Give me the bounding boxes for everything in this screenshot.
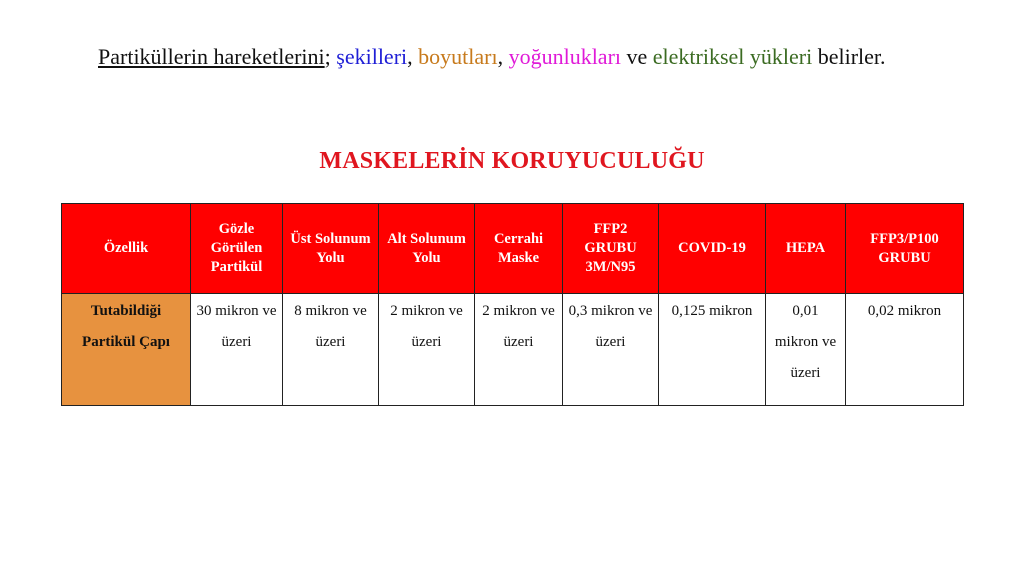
value-cell: 0,3 mikron ve üzeri: [563, 294, 659, 406]
value-cell: 30 mikron ve üzeri: [191, 294, 283, 406]
value-cell: 0,02 mikron: [846, 294, 964, 406]
value-cell: 0,125 mikron: [659, 294, 766, 406]
intro-separator: ve: [621, 44, 653, 69]
table-header-row: [62, 204, 964, 294]
header-cell: HEPA: [766, 204, 846, 294]
intro-text-density: yoğunlukları: [508, 44, 622, 69]
row-label-cell: Tutabildiği Partikül Çapı: [62, 294, 191, 406]
header-cell: COVID-19: [659, 204, 766, 294]
header-cell: Alt Solunum Yolu: [379, 204, 475, 294]
intro-text-ending: belirler.: [812, 44, 886, 69]
header-cell: Üst Solunum Yolu: [283, 204, 379, 294]
value-cell: 0,01 mikron ve üzeri: [766, 294, 846, 406]
header-cell: Özellik: [62, 204, 191, 294]
table-row: [62, 294, 964, 406]
intro-text-size: boyutları: [418, 44, 498, 69]
header-cell: Cerrahi Maske: [475, 204, 563, 294]
header-cell: FFP3/P100 GRUBU: [846, 204, 964, 294]
intro-separator: ,: [407, 44, 419, 69]
value-cell: 2 mikron ve üzeri: [379, 294, 475, 406]
table-title: MASKELERİN KORUYUCULUĞU: [319, 148, 705, 174]
value-cell: 8 mikron ve üzeri: [283, 294, 379, 406]
intro-paragraph: [98, 34, 958, 80]
header-cell: Gözle Görülen Partikül: [191, 204, 283, 294]
intro-text-charge: elektriksel yükleri: [652, 44, 813, 69]
mask-comparison-table: [61, 203, 964, 406]
intro-text-underlined: Partiküllerin hareketlerini: [98, 44, 325, 69]
header-cell: FFP2 GRUBU 3M/N95: [563, 204, 659, 294]
intro-text-shape: şekilleri: [336, 44, 408, 69]
intro-separator: ;: [324, 44, 337, 69]
intro-separator: ,: [497, 44, 509, 69]
value-cell: 2 mikron ve üzeri: [475, 294, 563, 406]
